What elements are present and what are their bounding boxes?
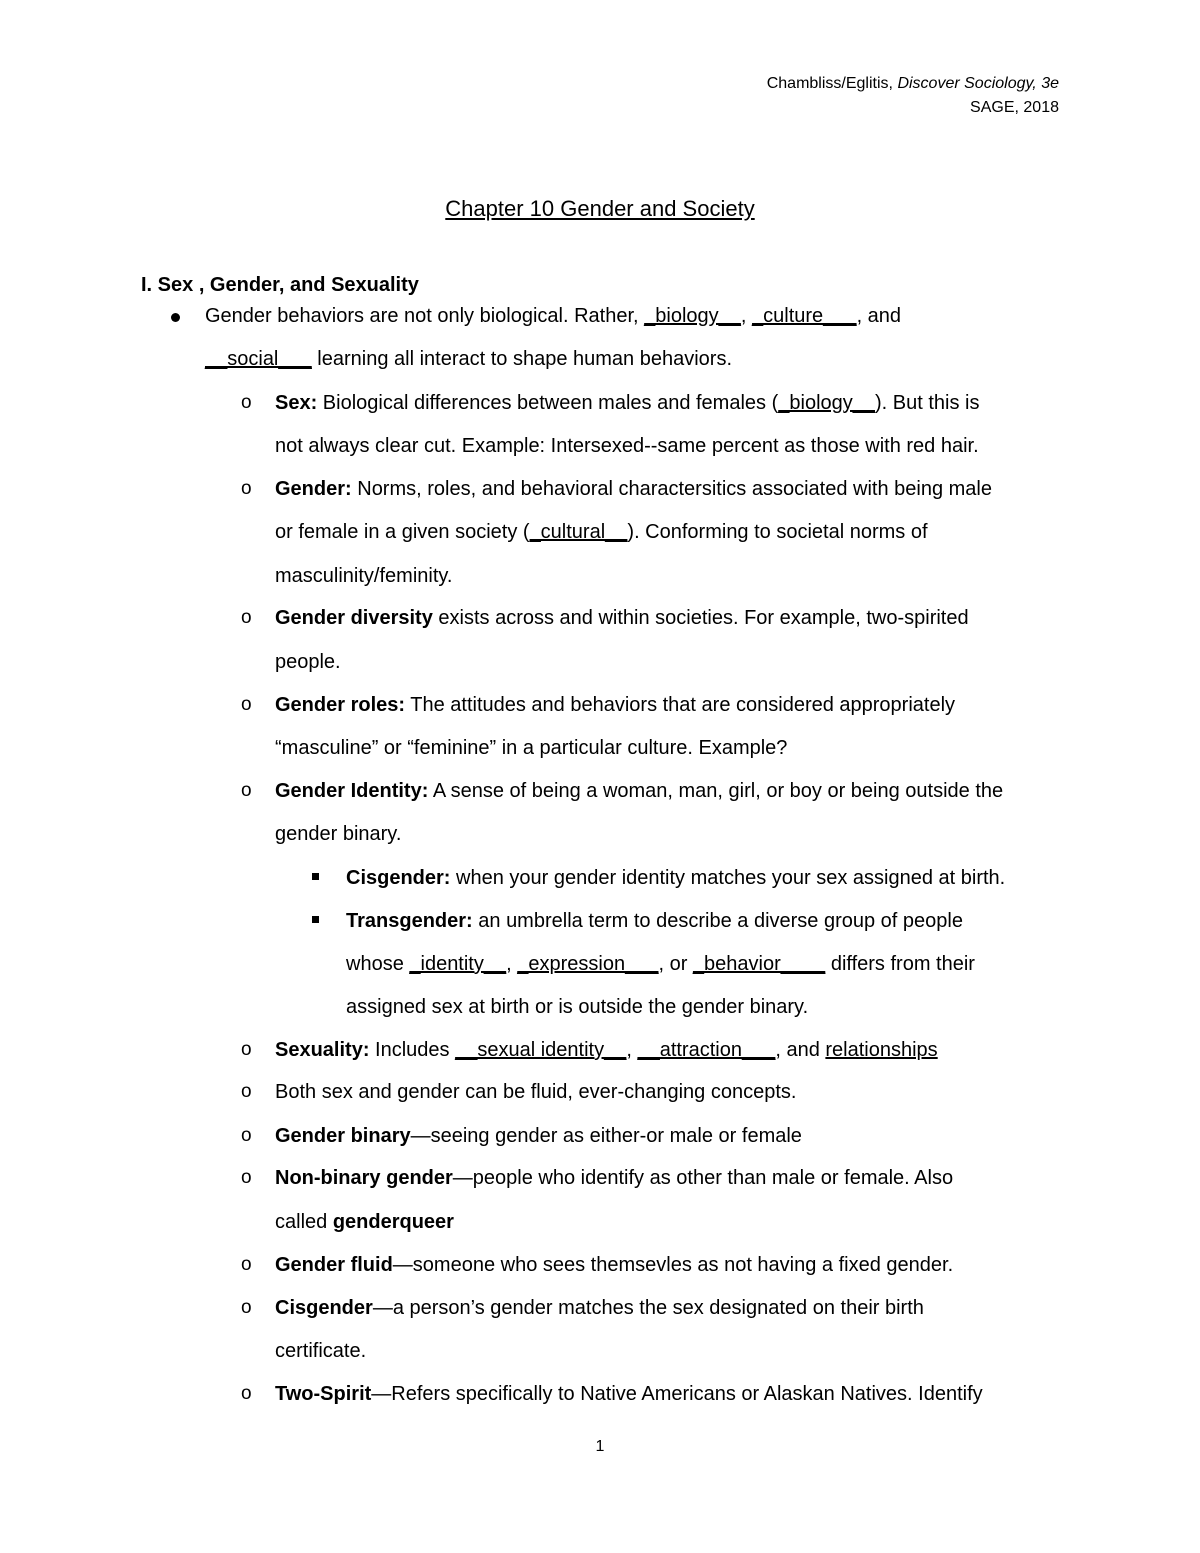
text-line: gender binary. [275,823,402,845]
text-span: when your gender identity matches your sex assigned at birth. [450,867,1006,889]
text-span: , and [856,305,902,327]
text-span: , [740,305,753,327]
text-line: “masculine” or “feminine” in a particular culture. Example? [275,737,788,759]
text-span: an umbrella term to describe a diverse group of people [472,910,963,932]
term: Gender roles: [275,694,406,716]
bullet-square-icon [312,916,319,923]
term: Gender fluid [275,1254,393,1276]
text-line [275,780,1003,803]
bullet-o-icon: o [241,1125,252,1146]
text-span: —Refers specifically to Native Americans or Alaskan Natives. Identify [371,1383,983,1405]
bullet-o-icon: o [241,780,252,801]
bullet-o-icon: o [241,607,252,628]
page-number: 1 [595,1438,605,1455]
text-line [275,1383,983,1406]
text-span: or female in a given society ( [275,521,530,543]
text-span: —a person’s gender matches the sex designated on their birth [372,1297,924,1319]
blank-field: _biology__ [778,392,875,414]
text-span: The attitudes and behaviors that are considered appropriately [405,694,956,716]
text-line [275,1254,953,1277]
text-span: learning all interact to shape human behaviors. [311,348,733,370]
term: Sex: [275,392,318,414]
text-span: , and [775,1039,826,1061]
bullet-o-icon: o [241,1297,252,1318]
term: Two-Spirit [275,1383,372,1405]
bullet-o-icon: o [241,1254,252,1275]
page-title: Chapter 10 Gender and Society [445,196,755,221]
running-header [767,72,1059,120]
blank-field: _expression___ [517,953,659,975]
text-line: Both sex and gender can be fluid, ever-changing concepts. [275,1081,797,1103]
term: Gender diversity [275,607,433,629]
text-line [346,953,975,976]
text-line [275,1211,454,1234]
blank-field: _identity__ [409,953,507,975]
text-span: —people who identify as other than male or female. Also [452,1167,954,1189]
text-span: whose [346,953,410,975]
text-span: Biological differences between males and females ( [317,392,779,414]
text-span: —seeing gender as either-or male or female [410,1125,802,1147]
bullet-o-icon: o [241,478,252,499]
text-span: exists across and within societies. For example, two-spirited [432,607,969,629]
term: Cisgender [275,1297,373,1319]
text-line [346,910,963,933]
text-line: not always clear cut. Example: Intersexed--same percent as those with red hair. [275,435,979,457]
bullet-o-icon: o [241,1383,252,1404]
text-line [275,607,969,630]
blank-field: __social___ [205,348,312,370]
blank-field: _cultural__ [529,521,628,543]
text-line [346,867,1005,890]
text-line [275,1167,953,1190]
bullet-o-icon: o [241,1167,252,1188]
text-line [275,1297,924,1320]
blank-field: _biology__ [644,305,741,327]
term: genderqueer [332,1211,454,1233]
header-authors: Chambliss/Eglitis, [766,75,893,92]
text-span: , or [658,953,693,975]
term: Gender Identity: [275,780,429,802]
text-span: , [506,953,518,975]
blank-field: __sexual identity__ [455,1039,627,1061]
term: Non-binary gender [275,1167,453,1189]
text-line [275,521,928,544]
text-line [205,305,901,328]
section-heading: I. Sex , Gender, and Sexuality [141,274,419,296]
header-publisher: SAGE, 2018 [970,99,1059,116]
text-span: Gender behaviors are not only biological. Rather, [205,305,645,327]
text-span: —someone who sees themsevles as not having a fixed gender. [392,1254,954,1276]
bullet-o-icon: o [241,1039,252,1060]
text-span: Includes [369,1039,456,1061]
text-line: certificate. [275,1340,367,1362]
term: Gender binary [275,1125,411,1147]
bullet-o-icon: o [241,1081,252,1102]
text-span: A sense of being a woman, man, girl, or boy or being outside the [428,780,1004,802]
text-span: called [275,1211,333,1233]
blank-field: relationships [825,1039,938,1061]
bullet-o-icon: o [241,392,252,413]
text-line [275,1039,938,1062]
term: Transgender: [346,910,473,932]
blank-field: __attraction___ [637,1039,776,1061]
text-line [275,392,979,415]
blank-field: _behavior____ [692,953,826,975]
text-line [275,478,992,501]
text-span: ). Conforming to societal norms of [627,521,928,543]
text-line [275,1125,802,1148]
bullet-dot-icon [171,313,180,322]
header-book: Discover Sociology, 3e [897,75,1059,92]
text-line: people. [275,651,341,673]
bullet-square-icon [312,873,319,880]
text-span: Norms, roles, and behavioral charactersitics associated with being male [351,478,992,500]
term: Cisgender: [346,867,451,889]
text-line [205,348,732,371]
blank-field: _culture___ [752,305,857,327]
term: Gender: [275,478,352,500]
text-span: ). But this is [875,392,980,414]
text-line [275,694,955,717]
text-line: masculinity/feminity. [275,565,453,587]
text-span: , [626,1039,638,1061]
text-line: assigned sex at birth or is outside the gender binary. [346,996,809,1018]
citation-line [767,72,1059,96]
bullet-o-icon: o [241,694,252,715]
term: Sexuality: [275,1039,370,1061]
text-span: differs from their [825,953,975,975]
